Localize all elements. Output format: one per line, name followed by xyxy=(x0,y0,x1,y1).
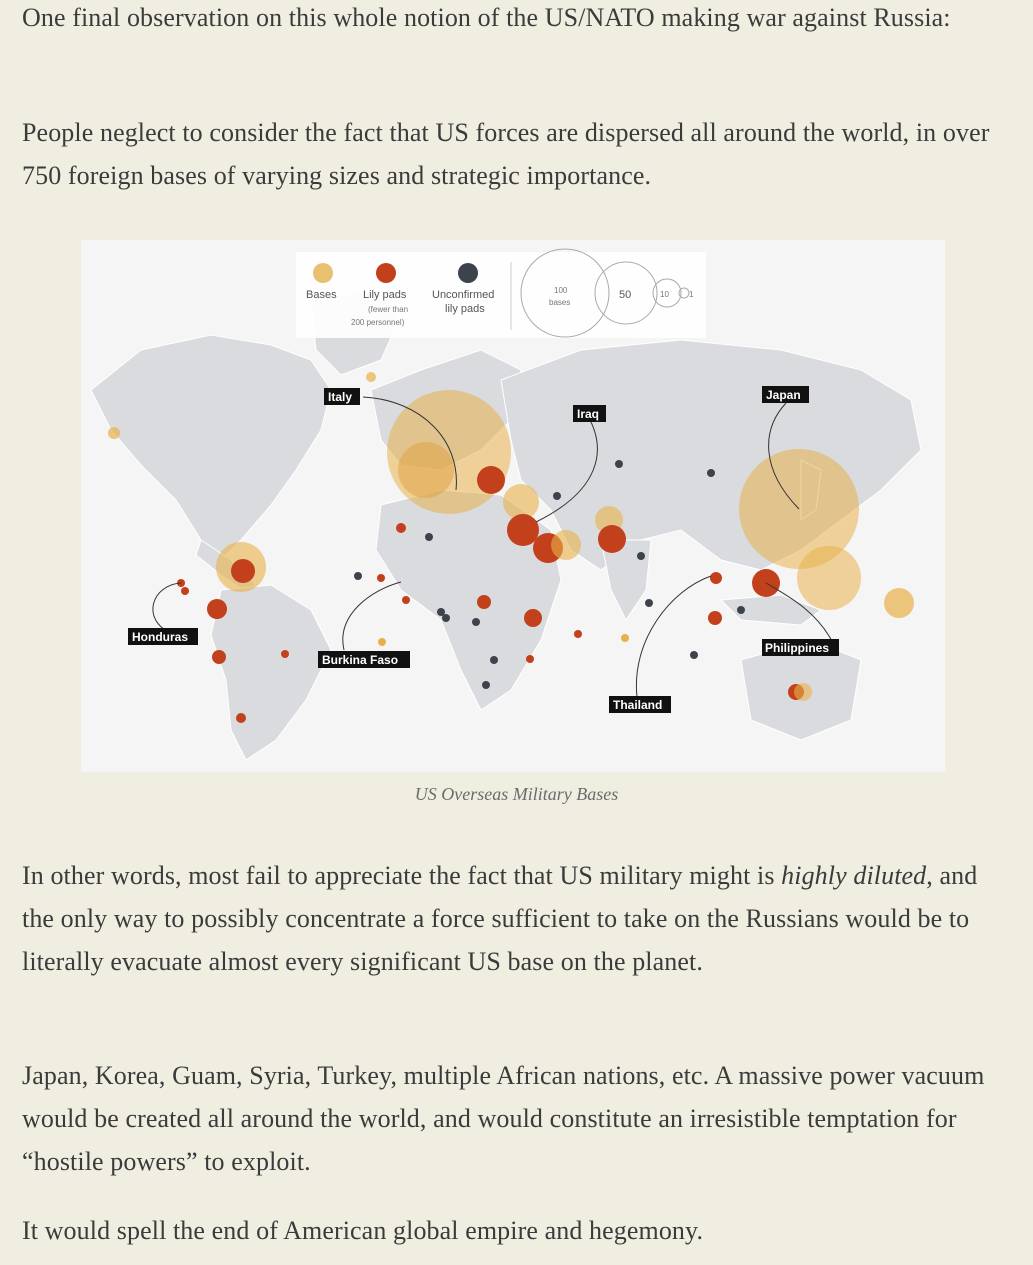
iceland-bases-marker xyxy=(366,372,376,382)
lily-marker xyxy=(396,523,406,533)
unconfirmed-marker xyxy=(437,608,445,616)
legend-size-100-label-2: bases xyxy=(549,298,571,307)
legend-size-50-label: 50 xyxy=(619,289,632,301)
us-bases-map-figure xyxy=(81,240,945,772)
legend-unconfirmed-swatch xyxy=(458,263,478,283)
colombia-lily-marker xyxy=(207,599,227,619)
legend-lily-pads-note-1: (fewer than xyxy=(368,305,409,314)
legend-lily-pads-label: Lily pads xyxy=(363,289,407,301)
gulf-bases-marker xyxy=(551,530,581,560)
unconfirmed-marker xyxy=(553,492,561,500)
lily-marker xyxy=(236,713,246,723)
label-japan: Japan xyxy=(766,388,801,402)
label-italy: Italy xyxy=(328,390,353,404)
legend-unconfirmed-label-1: Unconfirmed xyxy=(432,289,495,301)
peru-lily-marker xyxy=(212,650,226,664)
caribbean-lily-marker xyxy=(231,559,255,583)
paragraph-bases-dispersed: People neglect to consider the fact that US forces are dispersed all around the world, in over 750 foreign bases of varying sizes and strategic importance. xyxy=(22,118,990,190)
figure-caption: US Overseas Military Bases xyxy=(414,784,619,804)
guam-bases-marker xyxy=(797,546,861,610)
bases-small-marker xyxy=(378,638,386,646)
lily-marker xyxy=(710,572,722,584)
pakistan-lily-marker xyxy=(598,525,626,553)
australia-bases-marker xyxy=(794,683,812,701)
label-burkina-faso: Burkina Faso xyxy=(322,653,399,667)
unconfirmed-marker xyxy=(425,533,433,541)
legend-unconfirmed-label-2: lily pads xyxy=(445,303,485,315)
legend-lily-pads-swatch xyxy=(376,263,396,283)
unconfirmed-marker xyxy=(637,552,645,560)
paragraph-conclusion: It would spell the end of American global empire and hegemony. xyxy=(22,1216,704,1245)
lily-marker xyxy=(402,596,410,604)
emphasis-highly-diluted: highly diluted xyxy=(781,861,927,890)
paragraph-power-vacuum: Japan, Korea, Guam, Syria, Turkey, multiple African nations, etc. A massive power vacuum would be created all around the world, and would constitute an irresistible temptation for “hostile powers” to exploit. xyxy=(22,1061,985,1176)
lily-marker xyxy=(708,611,722,625)
unconfirmed-marker xyxy=(707,469,715,477)
legend-bases-label: Bases xyxy=(306,289,337,301)
lily-marker xyxy=(181,587,189,595)
unconfirmed-marker xyxy=(690,651,698,659)
lily-marker xyxy=(524,609,542,627)
legend-lily-pads-note-2: 200 personnel) xyxy=(351,318,405,327)
paragraph-intro: One final observation on this whole notion of the US/NATO making war against Russia: xyxy=(22,3,951,32)
unconfirmed-marker xyxy=(354,572,362,580)
unconfirmed-marker xyxy=(490,656,498,664)
legend-size-1-label: 1 xyxy=(689,290,694,299)
alaska-bases-marker xyxy=(108,427,120,439)
paragraph-diluted-text-1: In other words, most fail to appreciate the fact that US military might is xyxy=(22,861,782,890)
lily-marker xyxy=(574,630,582,638)
legend-size-100-label-1: 100 xyxy=(554,286,568,295)
europe-lily-marker xyxy=(477,466,505,494)
label-honduras: Honduras xyxy=(132,630,189,644)
label-iraq: Iraq xyxy=(577,407,600,421)
lily-marker xyxy=(526,655,534,663)
legend-bases-swatch xyxy=(313,263,333,283)
map-legend xyxy=(296,249,706,338)
paragraph-diluted-might xyxy=(22,854,1012,983)
pacific-bases-marker xyxy=(884,588,914,618)
syria-lily-marker xyxy=(507,514,539,546)
world-map xyxy=(81,240,945,772)
unconfirmed-marker xyxy=(482,681,490,689)
paragraph-diluted-text-2: , and the only way to possibly concentrate a force sufficient to take on the Russians would be to literally evacuate almost every significant US base on the planet. xyxy=(22,861,978,976)
lily-marker xyxy=(377,574,385,582)
label-philippines: Philippines xyxy=(765,641,830,655)
unconfirmed-marker xyxy=(737,606,745,614)
europe-bases-marker-2 xyxy=(398,442,454,498)
bases-small-marker xyxy=(621,634,629,642)
unconfirmed-marker xyxy=(645,599,653,607)
label-thailand: Thailand xyxy=(613,698,663,712)
unconfirmed-marker xyxy=(615,460,623,468)
lily-marker xyxy=(477,595,491,609)
lily-marker xyxy=(281,650,289,658)
legend-size-10-label: 10 xyxy=(660,290,669,299)
unconfirmed-marker xyxy=(472,618,480,626)
